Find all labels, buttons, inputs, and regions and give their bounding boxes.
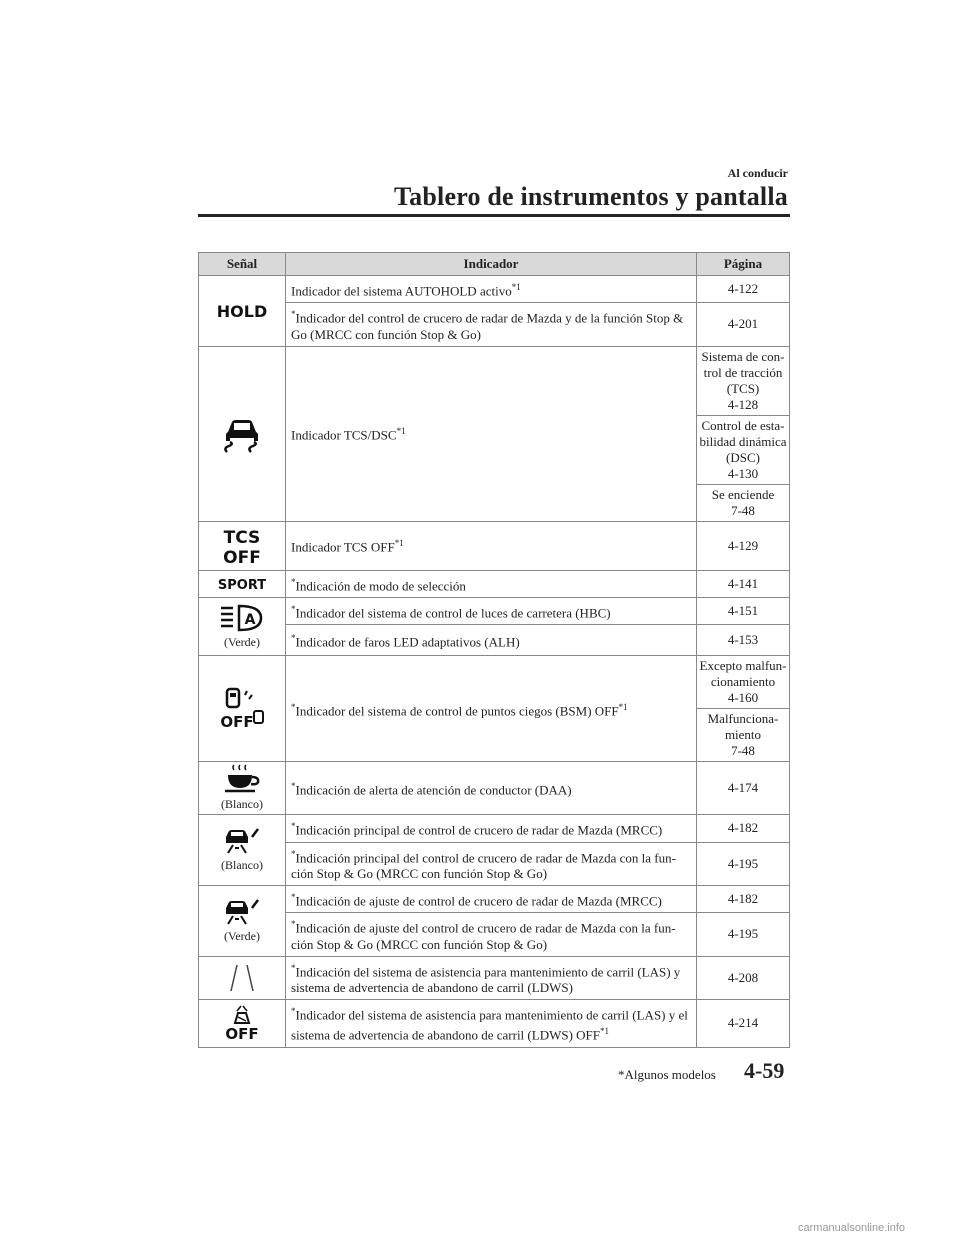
radar-cruise-icon xyxy=(220,827,264,855)
radar-cruise-set-icon xyxy=(220,898,264,926)
indicator-cell: Indicador TCS OFF$^{*1}$ xyxy=(286,521,697,570)
color-note: (Verde) xyxy=(224,634,260,649)
page-ref: 4-182 xyxy=(697,815,790,842)
page-ref: Control de esta- bilidad dinámica (DSC) 4-130 xyxy=(697,415,790,484)
section-label: Al conducir xyxy=(727,166,788,180)
hold-icon xyxy=(214,301,270,321)
coffee-cup-icon xyxy=(222,764,262,794)
indicator-cell: *Indicador del control de crucero de radar de Mazda y de la función Stop & Go (MRCC con función Stop & Go) xyxy=(286,303,697,346)
page-number: 4-59 xyxy=(744,1058,785,1083)
svg-text:TCS: TCS xyxy=(223,527,261,548)
header-divider xyxy=(198,214,790,217)
indicator-cell: *Indicador del sistema de control de luces de carretera (HBC) xyxy=(286,597,697,624)
page-ref: 4-174 xyxy=(697,762,790,815)
indicator-cell: *Indicación principal del control de crucero de radar de Mazda con la fun- ción Stop & Go (MRCC con función Stop & Go) xyxy=(286,842,697,885)
table-header-row xyxy=(199,253,790,276)
page-ref: 4-195 xyxy=(697,842,790,885)
table-row xyxy=(199,999,790,1047)
svg-text:OFF: OFF xyxy=(225,1025,259,1042)
page-ref: 4-153 xyxy=(697,625,790,656)
table-row xyxy=(199,815,790,842)
signal-cell xyxy=(199,521,286,570)
footnote: *Algunos modelos xyxy=(618,1067,716,1082)
table-row xyxy=(199,346,790,415)
indicator-cell: *Indicación de ajuste de control de crucero de radar de Mazda (MRCC) xyxy=(286,885,697,912)
page-ref: 4-141 xyxy=(697,570,790,597)
color-note: (Verde) xyxy=(224,928,260,943)
indicator-cell: *Indicador del sistema de asistencia para mantenimiento de carril (LAS) y el sistema de advertencia de abandono de carril (LDWS) OFF$^{*1}$ xyxy=(286,999,697,1047)
table-row xyxy=(199,956,790,999)
sport-mode-icon xyxy=(211,576,273,592)
color-note: (Blanco) xyxy=(221,797,263,812)
page-ref: 4-151 xyxy=(697,597,790,624)
signal-cell xyxy=(199,276,286,347)
indicator-cell: *Indicación de ajuste del control de crucero de radar de Mazda con la fun- ción Stop & Go (MRCC con función Stop & Go) xyxy=(286,913,697,956)
table-row xyxy=(199,276,790,303)
lane-lines-icon xyxy=(217,963,267,993)
table-row xyxy=(199,762,790,815)
svg-text:SPORT: SPORT xyxy=(217,577,267,592)
table-row xyxy=(199,913,790,956)
page-ref: 4-195 xyxy=(697,913,790,956)
indicator-cell: Indicador del sistema AUTOHOLD activo$^{*1}$ xyxy=(286,276,697,303)
signal-cell xyxy=(199,346,286,521)
indicator-cell: *Indicación de modo de selección xyxy=(286,570,697,597)
signal-cell xyxy=(199,956,286,999)
page-ref: 4-214 xyxy=(697,999,790,1047)
page-ref: Se enciende 7-48 xyxy=(697,484,790,521)
table-row xyxy=(199,842,790,885)
table-row xyxy=(199,570,790,597)
svg-text:HOLD: HOLD xyxy=(216,301,268,321)
signal-cell xyxy=(199,815,286,886)
table-row xyxy=(199,656,790,709)
page-ref: 4-208 xyxy=(697,956,790,999)
indicator-cell: *Indicación del sistema de asistencia para mantenimiento de carril (LAS) y sistema de advertencia de abandono de carril (LDWS) xyxy=(286,956,697,999)
page-ref: Malfunciona- miento 7-48 xyxy=(697,709,790,762)
signal-cell xyxy=(199,999,286,1047)
table-row xyxy=(199,597,790,624)
page-title: Tablero de instrumentos y pantalla xyxy=(394,182,788,211)
indicator-cell: *Indicación principal de control de crucero de radar de Mazda (MRCC) xyxy=(286,815,697,842)
signal-cell xyxy=(199,570,286,597)
col-indicador: Indicador xyxy=(286,253,697,276)
tcs-off-icon xyxy=(220,526,264,566)
table-row xyxy=(199,885,790,912)
bsm-off-icon xyxy=(219,687,265,731)
signal-cell xyxy=(199,885,286,956)
svg-text:OFF: OFF xyxy=(223,547,261,566)
svg-text:OFF: OFF xyxy=(220,712,254,731)
col-senal: Señal xyxy=(199,253,286,276)
svg-text:A: A xyxy=(244,611,256,628)
indicator-cell: *Indicación de alerta de atención de conductor (DAA) xyxy=(286,762,697,815)
table-row xyxy=(199,303,790,346)
page-ref: 4-129 xyxy=(697,521,790,570)
page-ref: Excepto malfun- cionamiento 4-160 xyxy=(697,656,790,709)
table-row xyxy=(199,521,790,570)
auto-high-beam-icon xyxy=(219,604,265,632)
indicator-cell: *Indicador de faros LED adaptativos (ALH) xyxy=(286,625,697,656)
lane-off-icon xyxy=(219,1005,265,1041)
skid-car-icon xyxy=(220,414,264,454)
page-ref: 4-122 xyxy=(697,276,790,303)
signal-cell xyxy=(199,597,286,655)
page-ref: Sistema de con- trol de tracción (TCS) 4-128 xyxy=(697,346,790,415)
page-ref: 4-182 xyxy=(697,885,790,912)
signal-cell xyxy=(199,656,286,762)
indicator-cell: Indicador TCS/DSC$^{*1}$ xyxy=(286,346,697,521)
indicator-table xyxy=(198,252,790,1048)
page-ref: 4-201 xyxy=(697,303,790,346)
signal-cell xyxy=(199,762,286,815)
watermark: carmanualsonline.info xyxy=(798,1222,906,1234)
color-note: (Blanco) xyxy=(221,858,263,873)
col-pagina: Página xyxy=(697,253,790,276)
indicator-cell: *Indicador del sistema de control de puntos ciegos (BSM) OFF$^{*1}$ xyxy=(286,656,697,762)
table-row xyxy=(199,625,790,656)
